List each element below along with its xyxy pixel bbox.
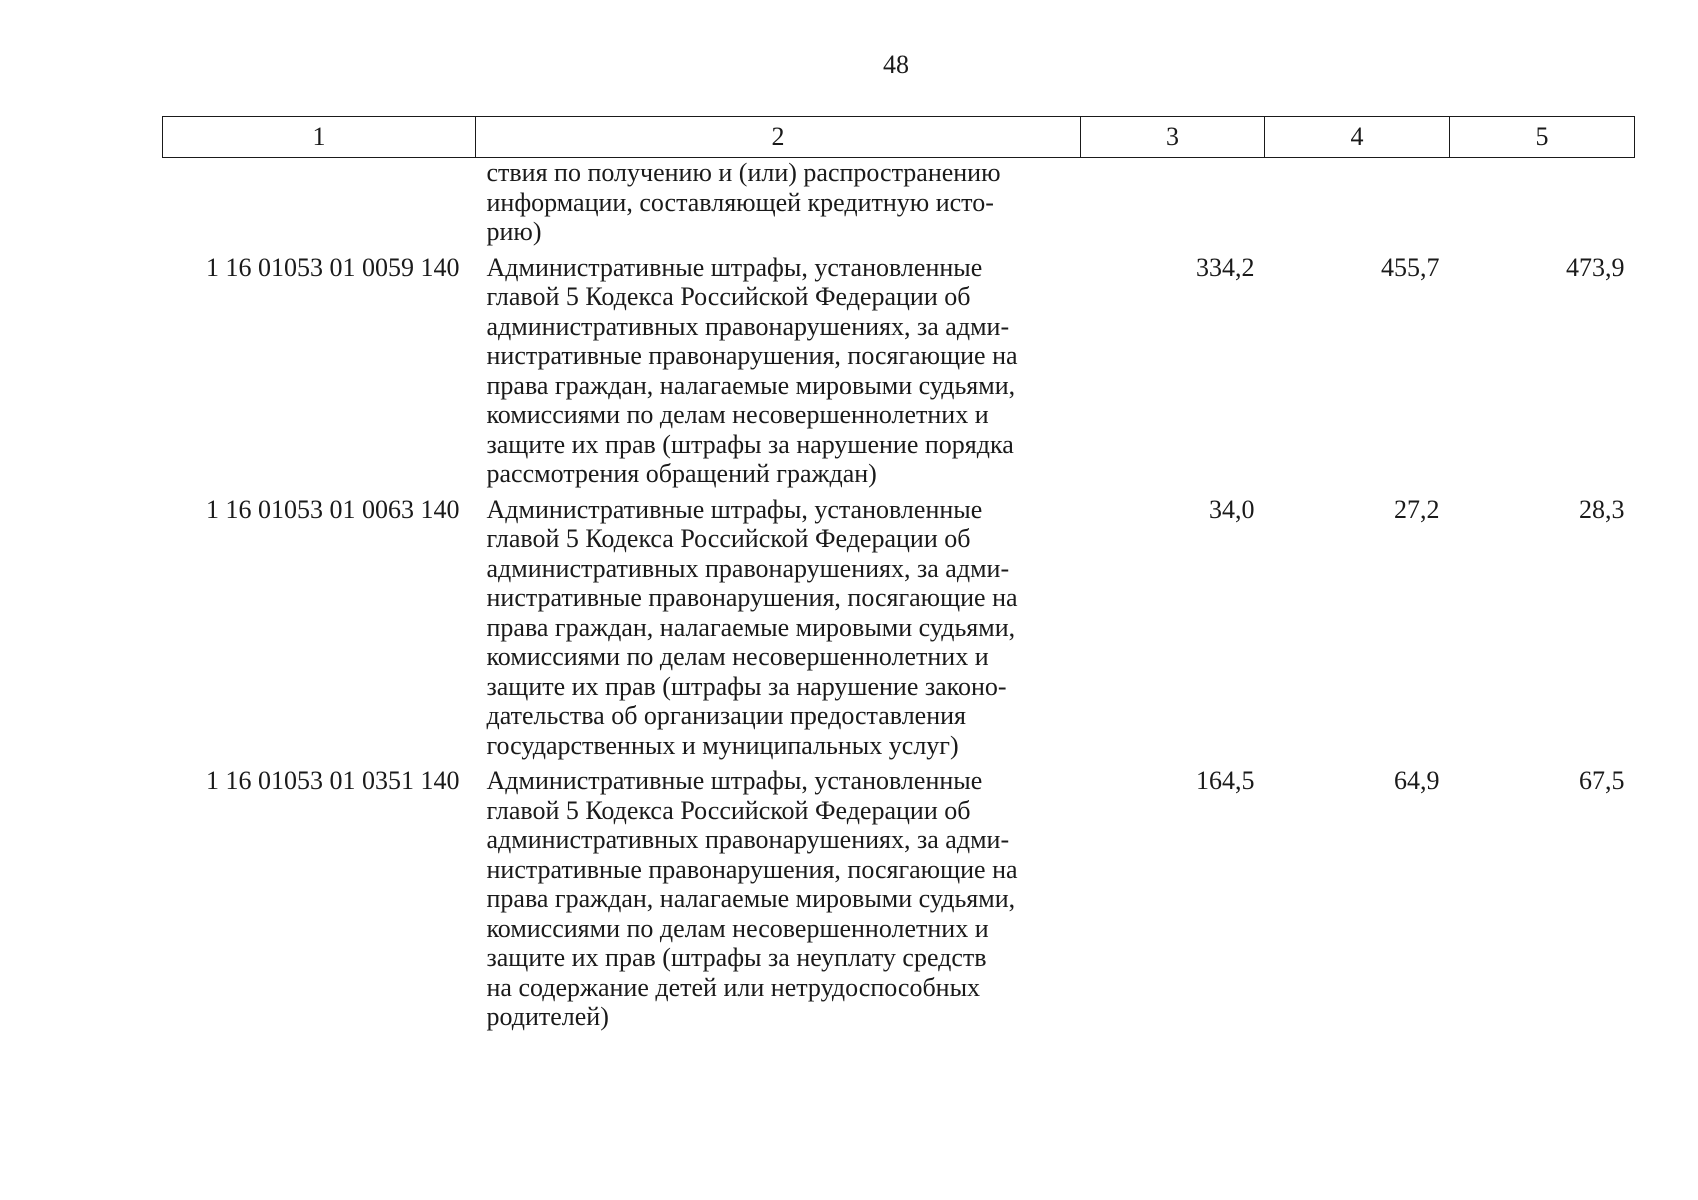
description-line: Административные штрафы, установленные [486,766,983,795]
description-line: ствия по получению и (или) распространению [486,158,1001,187]
row-value-col5: 28,3 [1579,494,1625,524]
description-line: родителей) [486,1002,609,1031]
table-row [163,253,1635,495]
description-line: главой 5 Кодекса Российской Федерации об [486,524,971,553]
header-col-5: 5 [1450,117,1635,158]
description-line: комиссиями по делам несовершеннолетних и [486,400,989,429]
table-row [163,766,1635,1032]
header-col-4: 4 [1265,117,1450,158]
description-line: нистративные правонарушения, посягающие на [486,341,1018,370]
row-value-col5 [1450,158,1635,253]
description-line: комиссиями по делам несовершеннолетних и [486,642,989,671]
description-line: защите их прав (штрафы за неуплату средств [486,943,987,972]
description-line: права граждан, налагаемые мировыми судьями, [486,370,1016,400]
row-code: 1 16 01053 01 0059 140 [206,252,460,282]
description-line: рассмотрения обращений граждан) [486,459,877,488]
description-line: нистративные правонарушения, посягающие на [486,583,1018,612]
description-line: Административные штрафы, установленные [486,494,983,524]
row-value-col3: 34,0 [1209,494,1255,524]
row-description [476,158,1081,253]
row-description [476,766,1081,1032]
row-value-col4: 27,2 [1394,494,1440,524]
row-value-col3: 334,2 [1196,252,1255,282]
description-line: административных правонарушениях, за адми- [486,825,1010,854]
table-header-row [163,117,1635,158]
budget-table [162,116,1635,1032]
row-value-col3 [1081,158,1265,253]
row-code [163,158,476,253]
description-line: дательства об организации предоставления [486,701,967,730]
description-line: права граждан, налагаемые мировыми судьями, [486,884,1016,913]
description-line: права граждан, налагаемые мировыми судьями, [486,612,1016,642]
row-value-col3: 164,5 [1196,766,1255,795]
table-row-continuation [163,158,1635,253]
row-value-col4: 64,9 [1394,766,1440,795]
description-line: административных правонарушениях, за адми- [486,311,1010,341]
row-value-col4: 455,7 [1381,252,1440,282]
header-col-3: 3 [1081,117,1265,158]
header-col-1: 1 [163,117,476,158]
description-line: административных правонарушениях, за адми- [486,553,1010,583]
page-number: 48 [883,50,909,79]
description-line: нистративные правонарушения, посягающие на [486,854,1018,884]
row-code: 1 16 01053 01 0063 140 [206,494,460,524]
row-value-col5: 67,5 [1579,766,1625,795]
description-line: Административные штрафы, установленные [486,252,983,282]
description-line: на содержание детей или нетрудоспособных [486,972,981,1002]
description-line: информации, составляющей кредитную исто- [486,187,994,217]
description-line: рию) [486,217,542,246]
description-line: главой 5 Кодекса Российской Федерации об [486,795,971,825]
description-line: комиссиями по делам несовершеннолетних и [486,913,989,943]
row-value-col4 [1265,158,1450,253]
row-description [476,495,1081,767]
row-description [476,253,1081,495]
description-line: главой 5 Кодекса Российской Федерации об [486,282,971,311]
table-row [163,495,1635,767]
header-col-2: 2 [476,117,1081,158]
row-code: 1 16 01053 01 0351 140 [206,766,460,795]
description-line: защите их прав (штрафы за нарушение законо- [486,671,1007,701]
description-line: государственных и муниципальных услуг) [486,730,959,760]
row-value-col5: 473,9 [1566,252,1625,282]
description-line: защите их прав (штрафы за нарушение порядка [486,429,1014,459]
